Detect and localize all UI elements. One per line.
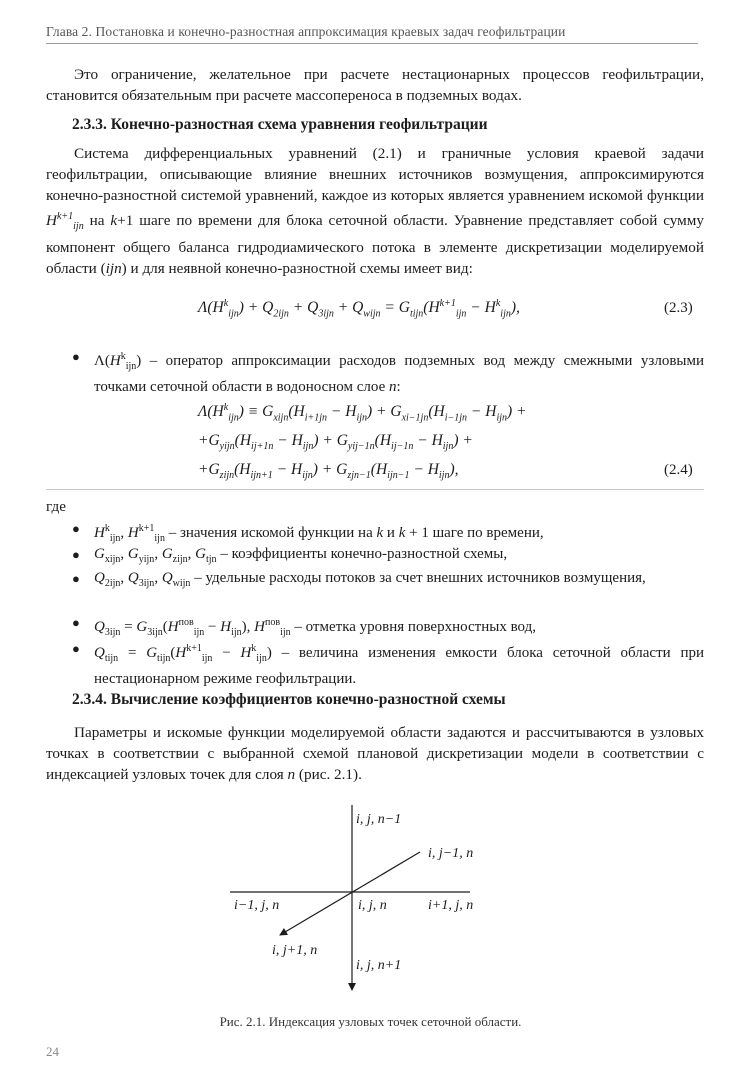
bullet-dot-icon: ● [72,571,80,586]
equation-2-3-number: (2.3) [664,300,693,316]
label-center: i, j, n [358,898,387,913]
diagonal-axis [280,852,420,935]
where-word: где [46,498,66,515]
equation-2-4-line-1: $\Lambda(H^k_{ijn}) \equiv G_{xijn}(H_{i+1jn} - H_{ijn}) + G_{xi-1jn}(H_{i-1jn} - H_{ijn})$ + [198,402,527,424]
running-header: Глава 2. Постановка и конечно-разностная аппроксимация краевых задач геофильтрации [46,24,698,44]
equation-2-4-line-2: $+G_{yijn}(H_{ij+1n} - H_{ijn}) + G_{yij-1n}(H_{ij-1n} - H_{ijn})$ + [198,432,473,453]
label-top: i, j, n−1 [356,812,402,827]
bullet-text: $Q_{2ijn}$, $Q_{3ijn}$, $Q_{wijn}$ – удельные расходы потоков за счет внешних источников возмущения, [94,570,646,589]
bullet-dot-icon: ● [72,349,80,364]
equation-2-4-line-3: $+G_{zijn}(H_{ijn+1} - H_{ijn}) + G_{zjn-1}(H_{ijn-1} - H_{ijn})$, [198,461,459,482]
section-2-3-3-paragraph [46,143,704,279]
paragraph-2-3-4-text: Параметры и искомые функции моделируемой области задаются и рассчитываются в узловых точках в соответствии с выбранной схемой плановой дискретизации модели в соответствии с индексацией узловых точек для слоя n (рис. 2.1). [46,724,704,783]
bullet-text: $Q_{tijn} = G_{tijn}(H^{k+1}_{ijn} - H^k_{ijn})$ – величина изменения емкости блока сеточной области при нестационарном режиме геофильтрации. [94,643,704,687]
page-number: 24 [46,1044,59,1059]
divider [46,489,704,490]
section-heading-2-3-3: 2.3.3. Конечно-разностная схема уравнения геофильтрации [72,116,488,133]
equation-2-3: $\Lambda(H^k_{ijn}) + Q_{2ijn} + Q_{3ijn} + Q_{wijn} = G_{tijn}(H^{k+1}_{ijn} - H^k_{ijn})$, [198,298,520,320]
bullet-text: $Q_{3ijn} = G_{3ijn}(H^{пов}_{ijn} - H_{ijn})$, $H^{пов}_{ijn}$ – отметка уровня поверхностных вод, [94,617,536,638]
label-left: i−1, j, n [234,898,280,913]
bullet-lambda [72,346,704,398]
bullet-item [72,568,704,594]
bullet-lambda-text: $\Lambda(H^k_{ijn})$ – оператор аппроксимации расходов подземных вод между смежными узловыми точками сеточной области в водоносном слое n: [94,351,704,395]
bullet-text: $G_{xijn}$, $G_{yijn}$, $G_{zijn}$, $G_{tjn}$ – коэффициенты конечно-разностной схемы, [94,546,508,565]
intro-paragraph: Это ограничение, желательное при расчете нестационарных процессов геофильтрации, становится обязательным при расчете массопереноса в подземных водах. [46,66,704,104]
bullet-item [72,638,704,690]
bullet-dot-icon: ● [72,615,80,630]
bullet-dot-icon: ● [72,521,80,536]
paragraph-part-1: Система дифференциальных уравнений (2.1) и граничные условия краевой задачи геофильтрации, описывающие влияние внешних источников возмущения, аппроксимируются конечно-разностной системой уравнений, каждое из которых является уравнением искомой функции $H^{k+1}_{ijn}$ на k+1 шаге по времени для блока сеточной области. Уравнение представляет собой сумму компонент общего баланса гидродиамического потока в элементе дискретизации моделируемой области (ijn) и для неявной конечно-разностной схемы имеет вид: [46,145,704,278]
bullet-text: $H^k_{ijn}$, $H^{k+1}_{ijn}$ – значения искомой функции на k и k + 1 шаге по времени, [94,523,544,544]
label-lower-left: i, j+1, n [272,943,318,958]
label-upper-right: i, j−1, n [428,846,474,861]
bullet-item [72,544,704,570]
section-2-3-4-paragraph [46,722,704,785]
label-bottom: i, j, n+1 [356,958,402,973]
equation-2-4-number: (2.4) [664,462,693,478]
figure-caption: Рис. 2.1. Индексация узловых точек сеточной области. [219,1014,522,1029]
bullet-dot-icon: ● [72,641,80,656]
label-right: i+1, j, n [428,898,474,913]
section-heading-2-3-4: 2.3.4. Вычисление коэффициентов конечно-разностной схемы [72,691,506,708]
bullet-dot-icon: ● [72,547,80,562]
